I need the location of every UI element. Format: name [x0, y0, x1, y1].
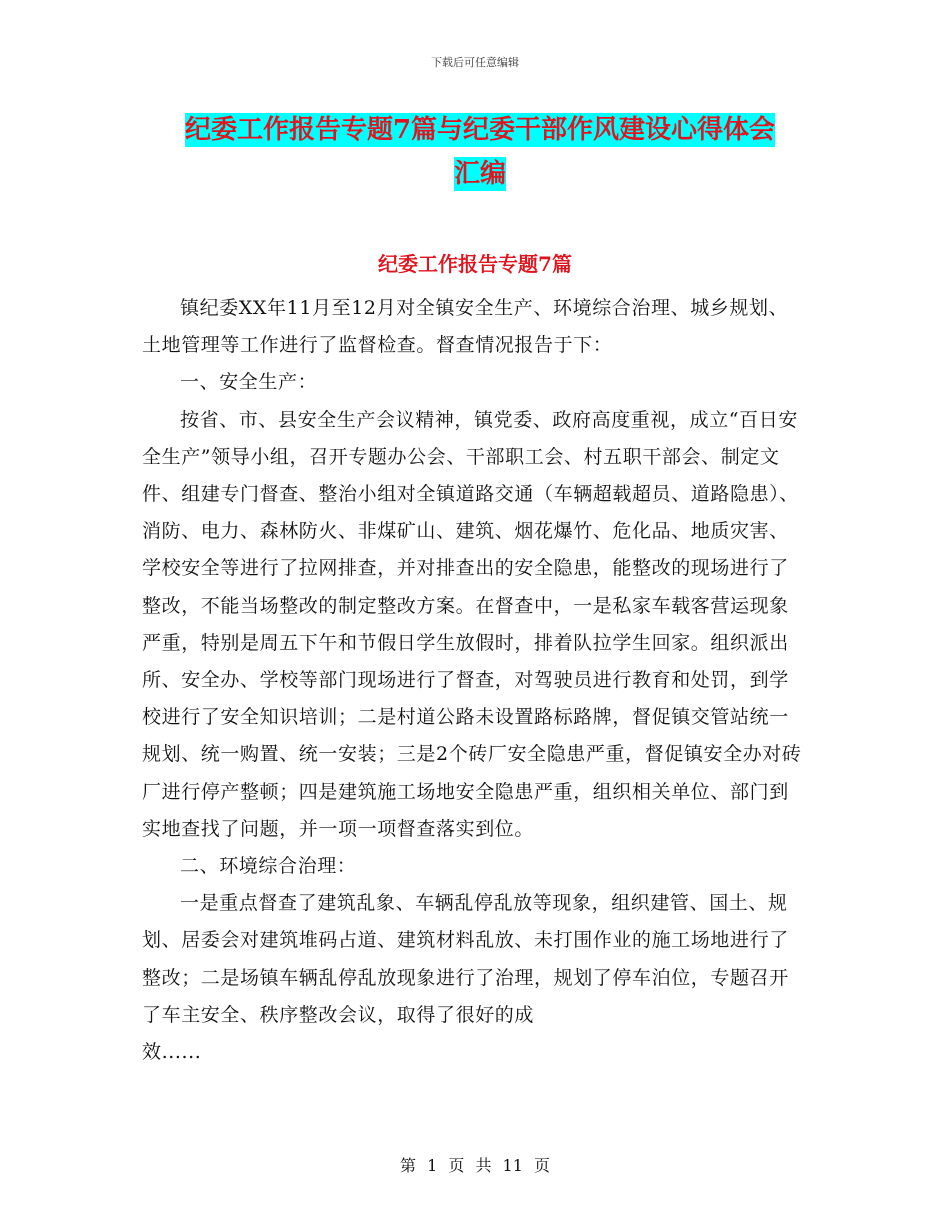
document-title-line1: 纪委工作报告专题7篇与纪委干部作风建设心得体会	[184, 115, 776, 145]
document-body	[142, 290, 802, 1071]
header-note: 下载后可任意编辑	[431, 56, 519, 69]
paragraph-environment: 一是重点督查了建筑乱象、车辆乱停乱放等现象，组织建管、国土、规划、居委会对建筑堆码占道、建筑材料乱放、未打围作业的施工场地进行了整改；二是场镇车辆乱停乱放现象进行了治理，规划了停车泊位，专题召开了车主安全、秩序整改会议，取得了很好的成	[142, 892, 789, 1026]
paragraph-continuation: 效......	[142, 1041, 202, 1064]
section-title: 纪委工作报告专题7篇	[378, 252, 572, 276]
paragraph-safety-production: 按省、市、县安全生产会议精神，镇党委、政府高度重视，成立“百日安全生产”领导小组，召开专题办公会、干部职工会、村五职干部会、制定文件、组建专门督查、整治小组对全镇道路交通（车辆超载超员、道路隐患）、消防、电力、森林防火、非煤矿山、建筑、烟花爆竹、危化品、地质灾害、学校安全等进行了拉网排查，并对排查出的安全隐患，能整改的现场进行了整改，不能当场整改的制定整改方案。在督查中，一是私家车载客营运现象严重，特别是周五下午和节假日学生放假时，排着队拉学生回家。组织派出所、安全办、学校等部门现场进行了督查，对驾驶员进行教育和处罚，到学校进行了安全知识培训；二是村道公路未设置路标路牌，督促镇交管站统一规划、统一购置、统一安装；三是2个砖厂安全隐患严重，督促镇安全办对砖厂进行停产整顿；四是建筑施工场地安全隐患严重，组织相关单位、部门到实地查找了问题，并一项一项督查落实到位。	[142, 408, 802, 840]
heading-safety-production: 一、安全生产：	[180, 371, 318, 394]
document-title-line2: 汇编	[453, 159, 506, 189]
paragraph-intro: 镇纪委XX年11月至12月对全镇安全生产、环境综合治理、城乡规划、土地管理等工作进行了监督检查。督查情况报告于下：	[142, 297, 789, 357]
document-title	[140, 108, 820, 196]
page-indicator: 第 1 页 共 11 页	[400, 1156, 550, 1175]
heading-environment: 二、环境综合治理：	[180, 855, 357, 878]
